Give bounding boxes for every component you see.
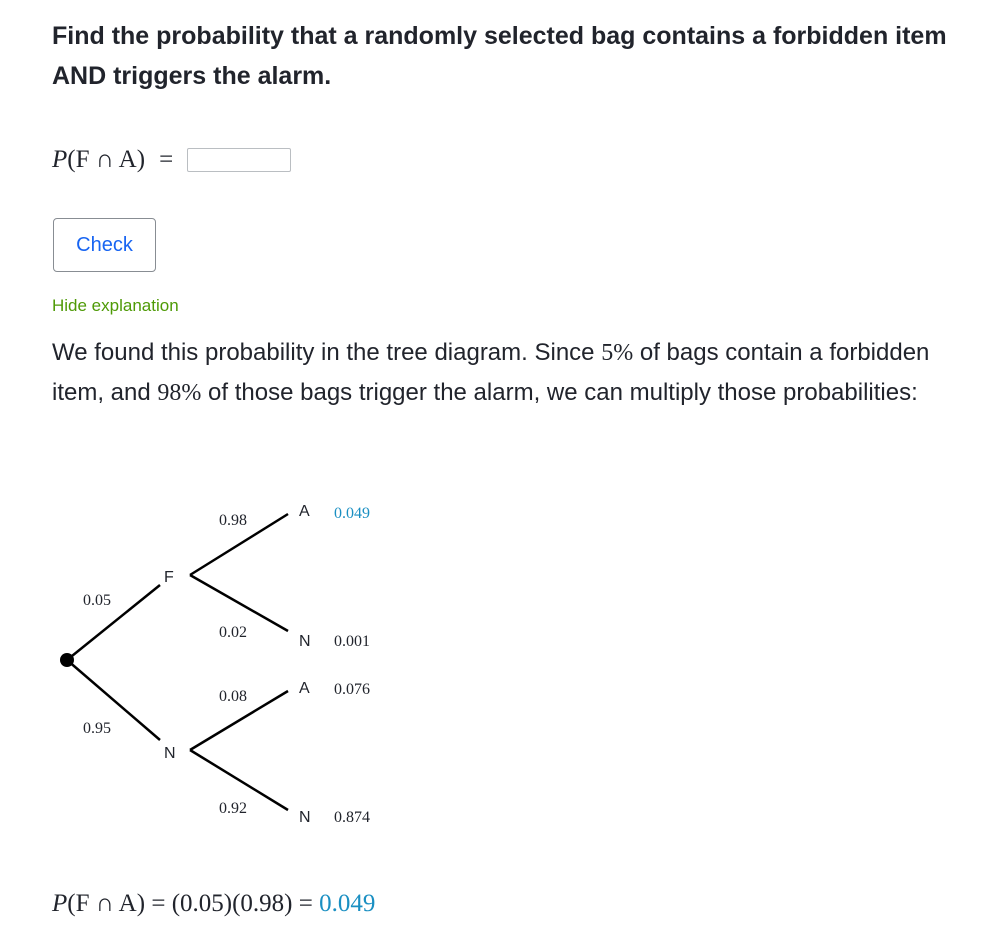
event-args: (F ∩ A) xyxy=(67,146,146,173)
label-f: F xyxy=(164,569,174,586)
final-probability-symbol: P xyxy=(52,890,68,917)
question-text: Find the probability that a randomly selected bag contains a forbidden item AND triggers the alarm. xyxy=(52,22,947,90)
explanation-text xyxy=(52,333,932,413)
final-event-args: (F ∩ A) xyxy=(67,890,146,917)
answer-equation xyxy=(52,142,291,178)
prob-f-a: 0.98 xyxy=(219,512,247,529)
label-n-a: A xyxy=(299,680,310,697)
explanation-part-2: of bags contain a forbidden item, and xyxy=(52,339,930,406)
prob-f: 0.05 xyxy=(83,592,111,609)
equals-sign: = xyxy=(159,146,174,173)
result-f-a: 0.049 xyxy=(334,505,370,522)
branch-root-f xyxy=(67,585,160,660)
prob-n-a: 0.08 xyxy=(219,688,247,705)
hide-explanation-link[interactable]: Hide explanation xyxy=(52,296,179,315)
percent-forbidden: 5% xyxy=(601,340,634,366)
tree-diagram xyxy=(0,480,460,840)
result-n-a: 0.076 xyxy=(334,681,370,698)
label-n-n: N xyxy=(299,809,311,826)
prob-n-n: 0.92 xyxy=(219,800,247,817)
explanation-part-3: of those bags trigger the alarm, we can multiply those probabilities: xyxy=(201,379,918,406)
final-equation xyxy=(52,884,375,924)
percent-alarm: 98% xyxy=(157,380,202,406)
branch-root-n xyxy=(67,660,160,740)
root-node xyxy=(60,653,74,667)
label-f-a: A xyxy=(299,503,310,520)
final-equals-1: = xyxy=(145,890,172,917)
answer-input[interactable] xyxy=(187,148,291,172)
check-button[interactable]: Check xyxy=(53,218,156,272)
branch-f-n xyxy=(190,575,288,631)
prob-f-n: 0.02 xyxy=(219,624,247,641)
prob-n: 0.95 xyxy=(83,720,111,737)
final-product: (0.05)(0.98) xyxy=(171,890,293,917)
probability-symbol: P xyxy=(52,146,68,173)
result-n-n: 0.874 xyxy=(334,809,370,826)
explanation-part-1: We found this probability in the tree diagram. Since xyxy=(52,339,602,366)
result-f-n: 0.001 xyxy=(334,633,370,650)
label-f-n: N xyxy=(299,633,311,650)
label-n: N xyxy=(164,745,176,762)
final-equals-2: = xyxy=(292,890,320,917)
final-result: 0.049 xyxy=(319,890,376,917)
